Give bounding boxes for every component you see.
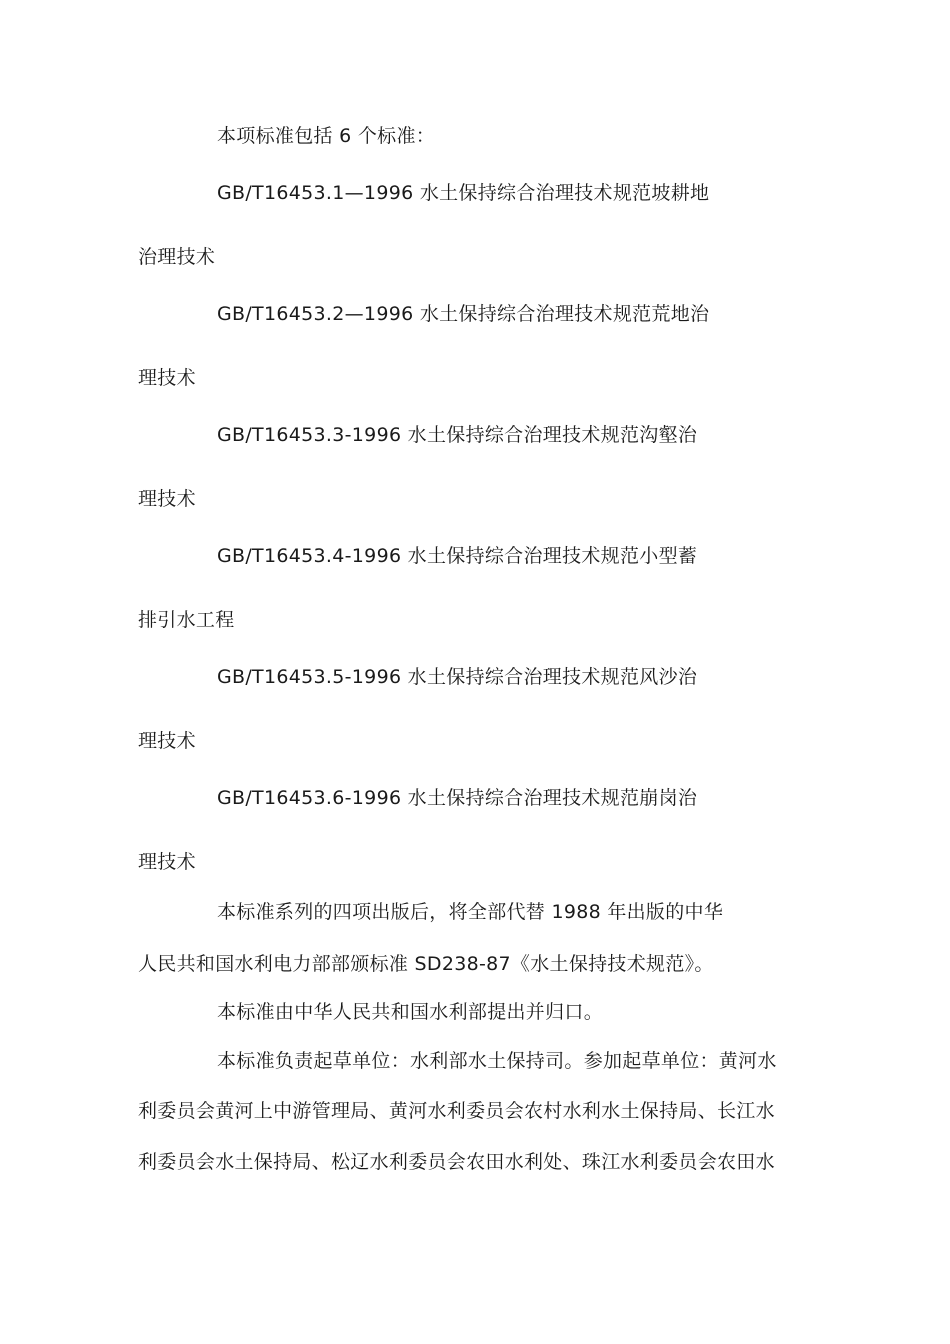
standard-2-continuation: 理技术 [138, 367, 196, 389]
standard-5-continuation: 理技术 [138, 730, 196, 752]
standard-1-title: GB/T16453.1—1996 水土保持综合治理技术规范坡耕地 [217, 182, 710, 204]
standard-5-title: GB/T16453.5-1996 水土保持综合治理技术规范风沙治 [217, 666, 698, 688]
drafting-line-2: 利委员会黄河上中游管理局、黄河水利委员会农村水利水土保持局、长江水 [138, 1100, 775, 1122]
standard-1-continuation: 治理技术 [138, 246, 216, 268]
drafting-line-3: 利委员会水土保持局、松辽水利委员会农田水利处、珠江水利委员会农田水 [138, 1151, 775, 1173]
standard-6-continuation: 理技术 [138, 851, 196, 873]
proposer-text: 本标准由中华人民共和国水利部提出并归口。 [217, 1001, 604, 1023]
standard-3-title: GB/T16453.3-1996 水土保持综合治理技术规范沟壑治 [217, 424, 698, 446]
standard-4-title: GB/T16453.4-1996 水土保持综合治理技术规范小型蓄 [217, 545, 698, 567]
replacement-line-1: 本标准系列的四项出版后，将全部代替 1988 年出版的中华 [217, 901, 724, 923]
standard-2-title: GB/T16453.2—1996 水土保持综合治理技术规范荒地治 [217, 303, 710, 325]
intro-text: 本项标准包括 6 个标准： [217, 125, 436, 147]
drafting-line-1: 本标准负责起草单位：水利部水土保持司。参加起草单位：黄河水 [217, 1050, 777, 1072]
replacement-line-2: 人民共和国水利电力部部颁标准 SD238-87《水土保持技术规范》。 [138, 953, 714, 975]
standard-6-title: GB/T16453.6-1996 水土保持综合治理技术规范崩岗治 [217, 787, 698, 809]
standard-4-continuation: 排引水工程 [138, 609, 235, 631]
standard-3-continuation: 理技术 [138, 488, 196, 510]
